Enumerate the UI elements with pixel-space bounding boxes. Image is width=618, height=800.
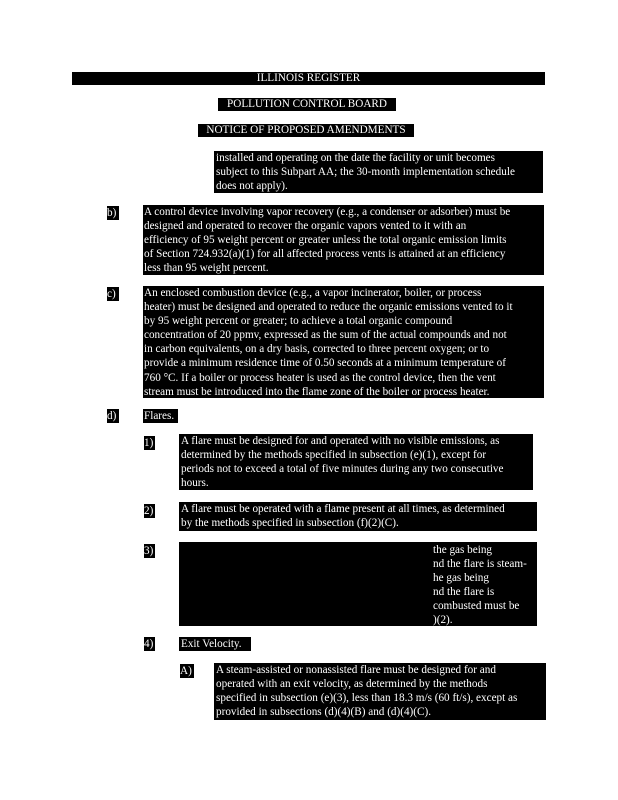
item-c-label — [107, 287, 119, 301]
item-d4a-line: A steam-assisted or nonassisted flare must be designed for and — [216, 664, 496, 676]
item-b-line: efficiency of 95 weight percent or greater unless the total organic emission limits — [144, 234, 507, 247]
notice-title — [198, 124, 414, 137]
item-d-label-text: d) — [107, 410, 117, 422]
item-c-paragraph — [143, 286, 544, 398]
item-c-line: in carbon equivalents, on a dry basis, corrected to three percent oxygen; or to — [144, 343, 490, 356]
item-d3-line: )(2). — [433, 614, 453, 627]
item-c-line: provide a minimum residence time of 0.50 seconds at a minimum temperature of — [144, 357, 506, 370]
item-d2-line: A flare must be operated with a flame present at all times, as determined — [181, 503, 505, 515]
item-b-label-text: b) — [107, 207, 117, 219]
item-d4a-line: operated with an exit velocity, as determined by the methods — [216, 678, 488, 691]
item-d1-line: periods not to exceed a total of five minutes during any two consecutive — [181, 463, 504, 476]
intro-paragraph — [214, 151, 543, 193]
board-title — [218, 98, 396, 111]
item-b-line: of Section 724.932(a)(1) for all affected process vents is attained at an efficiency — [144, 248, 506, 261]
item-d1-label — [144, 436, 155, 450]
item-d3-label-text: 3) — [144, 545, 154, 557]
intro-line: installed and operating on the date the facility or unit becomes — [216, 152, 495, 164]
item-c-line: by 95 weight percent or greater; to achieve a total organic compound — [144, 315, 453, 328]
intro-line: does not apply). — [216, 180, 288, 193]
item-b-line: less than 95 weight percent. — [144, 262, 269, 275]
item-d3-paragraph — [179, 542, 537, 626]
item-d4a-line: provided in subsections (d)(4)(B) and (d)(4)(C). — [216, 706, 431, 719]
item-d3-line: nd the flare is steam- — [433, 558, 527, 571]
item-d3-label — [144, 544, 155, 558]
item-b-line: A control device involving vapor recovery (e.g., a condenser or adsorber) must be — [144, 206, 511, 218]
item-d4a-label-text: A) — [180, 665, 192, 677]
item-c-line: concentration of 20 ppmv, expressed as the sum of the actual compounds and not — [144, 329, 507, 342]
item-d-title — [143, 409, 178, 423]
item-d2-line: by the methods specified in subsection (f)(2)(C). — [181, 517, 399, 530]
notice-title-text: NOTICE OF PROPOSED AMENDMENTS — [206, 124, 406, 136]
item-d1-line: determined by the methods specified in subsection (e)(1), except for — [181, 449, 487, 462]
item-d4-title-text: Exit Velocity. — [181, 638, 242, 650]
item-d-label — [107, 409, 119, 423]
item-b-line: designed and operated to recover the organic vapors vented to it with an — [144, 220, 467, 233]
item-d2-label — [144, 504, 155, 518]
item-d1-label-text: 1) — [144, 437, 154, 449]
item-b-paragraph — [143, 205, 544, 275]
item-d1-line: hours. — [181, 477, 209, 490]
item-d3-line: the gas being — [433, 544, 493, 556]
item-d3-line: nd the flare is — [433, 586, 495, 599]
item-d4a-label — [180, 664, 194, 678]
item-d4a-line: specified in subsection (e)(3), less than 18.3 m/s (60 ft/s), except as — [216, 692, 518, 705]
item-c-line: heater) must be designed and operated to reduce the organic emissions vented to it — [144, 301, 513, 314]
item-b-label — [107, 206, 119, 220]
register-title-text: ILLINOIS REGISTER — [256, 72, 361, 84]
item-c-label-text: c) — [107, 288, 116, 300]
item-d1-paragraph — [179, 434, 533, 490]
item-d1-line: A flare must be designed for and operated with no visible emissions, as — [181, 435, 500, 447]
item-c-line: 760 °C. If a boiler or process heater is used as the control device, then the vent — [144, 371, 496, 384]
item-c-line: stream must be introduced into the flame zone of the boiler or process heater. — [144, 385, 490, 398]
item-d3-visible-fragments — [433, 543, 537, 628]
item-d-title-text: Flares. — [144, 410, 175, 422]
register-title — [72, 72, 545, 85]
item-d3-line: he gas being — [433, 572, 489, 585]
item-c-line: An enclosed combustion device (e.g., a vapor incinerator, boiler, or process — [144, 287, 482, 299]
item-d2-paragraph — [179, 502, 537, 531]
item-d4-label — [144, 637, 155, 651]
item-d4a-paragraph — [214, 663, 546, 720]
item-d3-line: combusted must be — [433, 600, 520, 613]
item-d4-title — [179, 637, 251, 651]
item-d2-label-text: 2) — [144, 505, 154, 517]
intro-line: subject to this Subpart AA; the 30-month implementation schedule — [216, 166, 515, 179]
item-d4-label-text: 4) — [144, 638, 154, 650]
board-title-text: POLLUTION CONTROL BOARD — [227, 98, 387, 110]
